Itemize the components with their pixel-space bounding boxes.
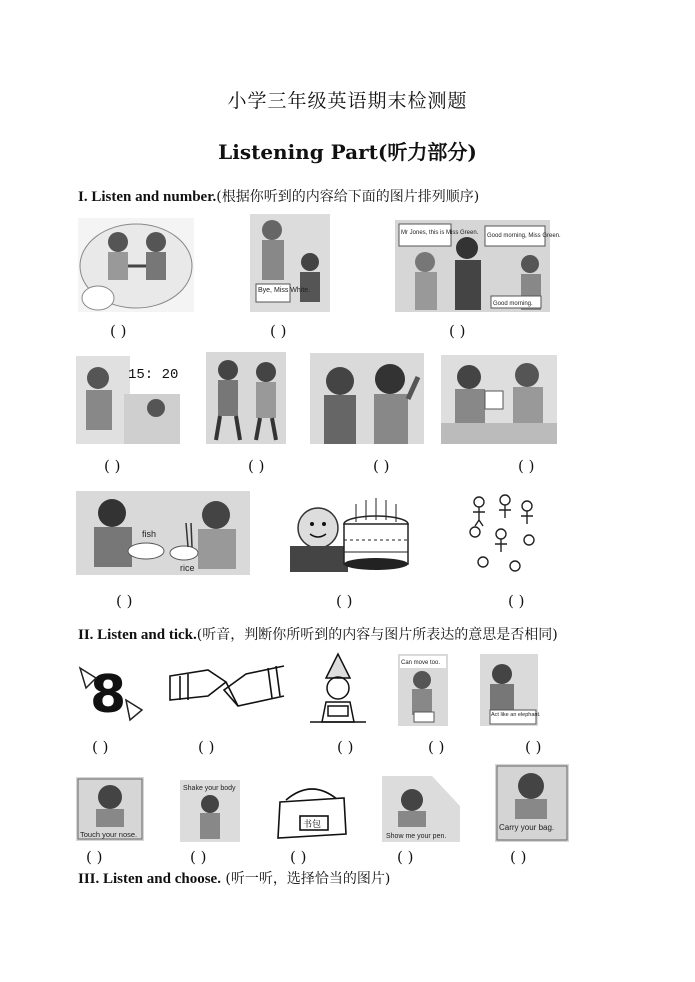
answer-1-4[interactable]: ( ) [104, 457, 121, 475]
section-3-label: III. Listen and choose. [78, 871, 221, 887]
answer-1-2[interactable]: ( ) [270, 322, 287, 340]
picture-kids-card [441, 355, 557, 444]
speech-can-move: Can move too. [401, 660, 441, 666]
picture-shake-body [180, 780, 240, 842]
picture-clock-time [76, 356, 180, 444]
svg-text:8: 8 [90, 665, 127, 725]
label-rice: rice [180, 563, 195, 573]
answer-2-3[interactable]: ( ) [337, 738, 354, 756]
picture-boy-girl-waving [310, 353, 424, 444]
answer-2-7[interactable]: ( ) [190, 848, 207, 866]
picture-party-hat-kid [308, 652, 368, 726]
section-2-note: (听音，判断你所听到的内容与图片所表达的意思是否相同) [196, 627, 558, 643]
caption-shake-body: Shake your body [183, 785, 236, 792]
answer-2-1[interactable]: ( ) [92, 738, 109, 756]
answer-1-10[interactable]: ( ) [508, 592, 525, 610]
picture-fish-rice-meal [76, 491, 250, 575]
answer-1-8[interactable]: ( ) [116, 592, 133, 610]
picture-kids-walking [206, 352, 286, 444]
picture-touch-nose [76, 777, 144, 841]
picture-handshake-kids [78, 218, 194, 312]
picture-act-like-elephant [480, 654, 541, 726]
speech-bye: Bye, Miss White. [258, 287, 311, 294]
section-1-note: (根据你听到的内容给下面的图片排列顺序) [216, 189, 480, 205]
picture-introduction [395, 220, 561, 312]
picture-birthday-cake [290, 490, 412, 572]
answer-2-5[interactable]: ( ) [525, 738, 542, 756]
caption-carry-bag: Carry your bag. [499, 823, 555, 832]
speech-mrjones: Mr Jones, this is Miss Green. [401, 230, 479, 236]
answer-1-1[interactable]: ( ) [110, 322, 127, 340]
section-2-heading [78, 624, 558, 644]
picture-bye-miss-white [250, 214, 330, 312]
answer-1-7[interactable]: ( ) [518, 457, 535, 475]
picture-number-eight-hands [76, 660, 146, 724]
section-1-label: I. Listen and number. [78, 189, 217, 205]
page-subtitle: Listening Part(听力部分) [218, 140, 477, 164]
answer-2-10[interactable]: ( ) [510, 848, 527, 866]
caption-show-pen: Show me your pen. [386, 833, 447, 840]
answer-1-6[interactable]: ( ) [373, 457, 390, 475]
picture-carry-bag [495, 764, 569, 842]
speech-goodmorning-2: Good morning. [493, 301, 533, 307]
clock-time: 15: 20 [128, 367, 179, 383]
section-3-note: (听一听，选择恰当的图片) [225, 871, 391, 887]
section-2-label: II. Listen and tick. [78, 627, 197, 643]
section-3-heading [78, 868, 390, 888]
answer-2-9[interactable]: ( ) [397, 848, 414, 866]
answer-2-8[interactable]: ( ) [290, 848, 307, 866]
picture-show-pen [382, 776, 460, 842]
answer-2-4[interactable]: ( ) [428, 738, 445, 756]
speech-elephant: Act like an elephant. [491, 712, 541, 718]
bag-label: 书包 [303, 820, 322, 830]
section-1-heading [78, 186, 479, 206]
answer-2-6[interactable]: ( ) [86, 848, 103, 866]
answer-1-3[interactable]: ( ) [449, 322, 466, 340]
speech-goodmorning: Good morning, Miss Green. [487, 233, 561, 239]
answer-1-9[interactable]: ( ) [336, 592, 353, 610]
picture-shaking-hands [168, 656, 286, 728]
picture-can-move-too [398, 654, 448, 726]
answer-1-5[interactable]: ( ) [248, 457, 265, 475]
page-title: 小学三年级英语期末检测题 [227, 90, 468, 112]
picture-dancing-figures [465, 492, 539, 576]
caption-touch-nose: Touch your nose. [80, 830, 138, 839]
answer-2-2[interactable]: ( ) [198, 738, 215, 756]
label-fish: fish [142, 529, 157, 539]
picture-schoolbag [272, 778, 352, 842]
